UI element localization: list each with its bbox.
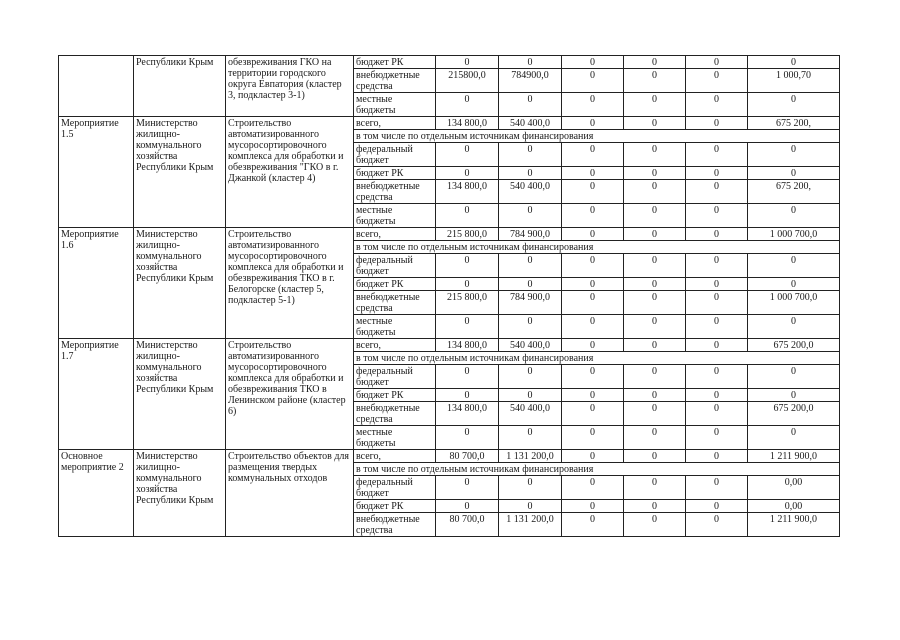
activity-description-cell: Строительство объектов для размещения твердых коммунальных отходов [226, 450, 354, 537]
year-amount-cell: 0 [562, 339, 624, 352]
year-amount-cell: 0 [562, 500, 624, 513]
year-amount-cell: 0 [686, 180, 748, 204]
funding-source-label: федеральный бюджет [354, 365, 436, 389]
responsible-executor-cell: Министерство жилищно-коммунального хозяйства Республики Крым [134, 450, 226, 537]
total-amount-cell: 0 [748, 254, 840, 278]
year-amount-cell: 0 [686, 513, 748, 537]
year-amount-cell: 0 [624, 513, 686, 537]
year-amount-cell: 80 700,0 [436, 450, 499, 463]
total-amount-cell: 675 200,0 [748, 402, 840, 426]
year-amount-cell: 0 [562, 180, 624, 204]
year-amount-cell: 215 800,0 [436, 291, 499, 315]
year-amount-cell: 0 [686, 476, 748, 500]
year-amount-cell: 0 [562, 450, 624, 463]
year-amount-cell: 0 [686, 315, 748, 339]
total-amount-cell: 0 [748, 56, 840, 69]
year-amount-cell: 0 [624, 228, 686, 241]
funding-source-label: внебюджетные средства [354, 291, 436, 315]
year-amount-cell: 0 [624, 450, 686, 463]
year-amount-cell: 0 [562, 69, 624, 93]
year-amount-cell: 0 [499, 500, 562, 513]
funding-source-label: внебюджетные средства [354, 69, 436, 93]
activity-name-cell: Основное мероприятие 2 [59, 450, 134, 537]
year-amount-cell: 0 [624, 69, 686, 93]
year-amount-cell: 0 [562, 476, 624, 500]
year-amount-cell: 0 [686, 167, 748, 180]
year-amount-cell: 0 [624, 180, 686, 204]
activity-name-cell: Мероприятие 1.7 [59, 339, 134, 450]
activity-description-cell: Строительство автоматизированного мусоросортировочного комплекса для обработки и обезвреживания ТКО в г. Белогорске (кластер 5, подкластер 5-1) [226, 228, 354, 339]
total-amount-cell: 0 [748, 426, 840, 450]
year-amount-cell: 0 [562, 228, 624, 241]
year-amount-cell: 0 [562, 204, 624, 228]
funding-source-label: всего, [354, 117, 436, 130]
year-amount-cell: 0 [562, 513, 624, 537]
year-amount-cell: 784 900,0 [499, 228, 562, 241]
total-amount-cell: 675 200, [748, 117, 840, 130]
funding-source-label: местные бюджеты [354, 315, 436, 339]
total-amount-cell: 1 211 900,0 [748, 450, 840, 463]
total-amount-cell: 1 000,70 [748, 69, 840, 93]
funding-source-label: внебюджетные средства [354, 513, 436, 537]
activity-description-cell: Строительство автоматизированного мусоросортировочного комплекса для обработки и обезвреживания ТКО в Ленинском районе (кластер 6) [226, 339, 354, 450]
activity-name-cell: Мероприятие 1.6 [59, 228, 134, 339]
year-amount-cell: 0 [686, 56, 748, 69]
year-amount-cell: 0 [562, 389, 624, 402]
funding-sources-span-cell: в том числе по отдельным источникам финансирования [354, 352, 840, 365]
year-amount-cell: 0 [686, 291, 748, 315]
funding-source-label: федеральный бюджет [354, 476, 436, 500]
year-amount-cell: 0 [686, 117, 748, 130]
year-amount-cell: 0 [436, 93, 499, 117]
year-amount-cell: 0 [562, 402, 624, 426]
table-row [59, 117, 840, 130]
year-amount-cell: 0 [499, 315, 562, 339]
funding-source-label: федеральный бюджет [354, 143, 436, 167]
year-amount-cell: 0 [499, 389, 562, 402]
year-amount-cell: 0 [436, 204, 499, 228]
year-amount-cell: 0 [499, 278, 562, 291]
table-row [59, 339, 840, 352]
year-amount-cell: 0 [624, 254, 686, 278]
funding-source-label: внебюджетные средства [354, 402, 436, 426]
total-amount-cell: 0 [748, 278, 840, 291]
year-amount-cell: 0 [436, 167, 499, 180]
funding-sources-span-cell: в том числе по отдельным источникам финансирования [354, 463, 840, 476]
year-amount-cell: 0 [624, 315, 686, 339]
funding-source-label: местные бюджеты [354, 426, 436, 450]
year-amount-cell: 0 [499, 254, 562, 278]
year-amount-cell: 215 800,0 [436, 228, 499, 241]
year-amount-cell: 0 [624, 389, 686, 402]
year-amount-cell: 0 [686, 204, 748, 228]
total-amount-cell: 0 [748, 389, 840, 402]
year-amount-cell: 0 [624, 143, 686, 167]
year-amount-cell: 0 [624, 426, 686, 450]
year-amount-cell: 0 [624, 93, 686, 117]
year-amount-cell: 0 [499, 204, 562, 228]
year-amount-cell: 0 [686, 143, 748, 167]
funding-source-label: всего, [354, 339, 436, 352]
table-row [59, 450, 840, 463]
table-row [59, 228, 840, 241]
year-amount-cell: 0 [499, 426, 562, 450]
year-amount-cell: 0 [562, 365, 624, 389]
year-amount-cell: 540 400,0 [499, 117, 562, 130]
responsible-executor-cell: Республики Крым [134, 56, 226, 117]
year-amount-cell: 0 [499, 365, 562, 389]
year-amount-cell: 134 800,0 [436, 180, 499, 204]
year-amount-cell: 0 [686, 278, 748, 291]
year-amount-cell: 0 [624, 402, 686, 426]
financing-table [58, 55, 840, 537]
total-amount-cell: 1 000 700,0 [748, 291, 840, 315]
year-amount-cell: 0 [686, 228, 748, 241]
year-amount-cell: 0 [562, 143, 624, 167]
year-amount-cell: 80 700,0 [436, 513, 499, 537]
year-amount-cell: 540 400,0 [499, 402, 562, 426]
year-amount-cell: 0 [624, 500, 686, 513]
responsible-executor-cell: Министерство жилищно-коммунального хозяйства Республики Крым [134, 117, 226, 228]
year-amount-cell: 0 [624, 476, 686, 500]
activity-name-cell: Мероприятие 1.5 [59, 117, 134, 228]
year-amount-cell: 0 [436, 365, 499, 389]
year-amount-cell: 0 [624, 56, 686, 69]
year-amount-cell: 215800,0 [436, 69, 499, 93]
year-amount-cell: 134 800,0 [436, 117, 499, 130]
funding-source-label: федеральный бюджет [354, 254, 436, 278]
activity-name-cell [59, 56, 134, 117]
year-amount-cell: 0 [686, 450, 748, 463]
responsible-executor-cell: Министерство жилищно-коммунального хозяйства Республики Крым [134, 228, 226, 339]
total-amount-cell: 1 000 700,0 [748, 228, 840, 241]
funding-source-label: всего, [354, 228, 436, 241]
year-amount-cell: 0 [499, 93, 562, 117]
year-amount-cell: 0 [562, 56, 624, 69]
year-amount-cell: 0 [436, 426, 499, 450]
year-amount-cell: 0 [686, 389, 748, 402]
year-amount-cell: 0 [436, 254, 499, 278]
total-amount-cell: 0 [748, 204, 840, 228]
year-amount-cell: 0 [624, 117, 686, 130]
total-amount-cell: 0,00 [748, 500, 840, 513]
activity-description-cell: Строительство автоматизированного мусоросортировочного комплекса для обработки и обезвреживания "ГКО в г. Джанкой (кластер 4) [226, 117, 354, 228]
year-amount-cell: 0 [686, 339, 748, 352]
total-amount-cell: 0 [748, 143, 840, 167]
funding-source-label: местные бюджеты [354, 204, 436, 228]
total-amount-cell: 675 200,0 [748, 339, 840, 352]
year-amount-cell: 0 [499, 143, 562, 167]
responsible-executor-cell: Министерство жилищно-коммунального хозяйства Республики Крым [134, 339, 226, 450]
total-amount-cell: 0 [748, 365, 840, 389]
funding-source-label: внебюджетные средства [354, 180, 436, 204]
funding-sources-span-cell: в том числе по отдельным источникам финансирования [354, 130, 840, 143]
table-row [59, 56, 840, 69]
year-amount-cell: 0 [624, 278, 686, 291]
year-amount-cell: 540 400,0 [499, 180, 562, 204]
year-amount-cell: 0 [562, 167, 624, 180]
year-amount-cell: 0 [436, 56, 499, 69]
activity-description-cell: обезвреживания ГКО на территории городского округа Евпатория (кластер 3, подкластер 3-1) [226, 56, 354, 117]
year-amount-cell: 134 800,0 [436, 402, 499, 426]
year-amount-cell: 0 [436, 500, 499, 513]
year-amount-cell: 0 [436, 143, 499, 167]
year-amount-cell: 0 [624, 204, 686, 228]
year-amount-cell: 0 [499, 167, 562, 180]
year-amount-cell: 0 [499, 476, 562, 500]
year-amount-cell: 0 [499, 56, 562, 69]
year-amount-cell: 0 [686, 254, 748, 278]
year-amount-cell: 0 [562, 117, 624, 130]
year-amount-cell: 540 400,0 [499, 339, 562, 352]
total-amount-cell: 0 [748, 315, 840, 339]
funding-sources-span-cell: в том числе по отдельным источникам финансирования [354, 241, 840, 254]
year-amount-cell: 0 [686, 365, 748, 389]
year-amount-cell: 0 [562, 426, 624, 450]
year-amount-cell: 0 [562, 315, 624, 339]
total-amount-cell: 0,00 [748, 476, 840, 500]
funding-source-label: бюджет РК [354, 500, 436, 513]
year-amount-cell: 0 [624, 291, 686, 315]
funding-source-label: бюджет РК [354, 56, 436, 69]
total-amount-cell: 0 [748, 93, 840, 117]
year-amount-cell: 0 [562, 93, 624, 117]
year-amount-cell: 0 [562, 278, 624, 291]
year-amount-cell: 0 [686, 402, 748, 426]
year-amount-cell: 0 [686, 426, 748, 450]
funding-source-label: бюджет РК [354, 389, 436, 402]
year-amount-cell: 0 [436, 315, 499, 339]
year-amount-cell: 134 800,0 [436, 339, 499, 352]
year-amount-cell: 0 [686, 69, 748, 93]
year-amount-cell: 0 [624, 167, 686, 180]
year-amount-cell: 784 900,0 [499, 291, 562, 315]
year-amount-cell: 0 [686, 500, 748, 513]
year-amount-cell: 784900,0 [499, 69, 562, 93]
year-amount-cell: 1 131 200,0 [499, 513, 562, 537]
funding-source-label: бюджет РК [354, 278, 436, 291]
year-amount-cell: 0 [624, 365, 686, 389]
year-amount-cell: 0 [436, 476, 499, 500]
funding-source-label: бюджет РК [354, 167, 436, 180]
funding-source-label: всего, [354, 450, 436, 463]
year-amount-cell: 1 131 200,0 [499, 450, 562, 463]
year-amount-cell: 0 [562, 291, 624, 315]
total-amount-cell: 1 211 900,0 [748, 513, 840, 537]
year-amount-cell: 0 [686, 93, 748, 117]
total-amount-cell: 0 [748, 167, 840, 180]
year-amount-cell: 0 [624, 339, 686, 352]
year-amount-cell: 0 [436, 278, 499, 291]
year-amount-cell: 0 [436, 389, 499, 402]
total-amount-cell: 675 200, [748, 180, 840, 204]
year-amount-cell: 0 [562, 254, 624, 278]
funding-source-label: местные бюджеты [354, 93, 436, 117]
